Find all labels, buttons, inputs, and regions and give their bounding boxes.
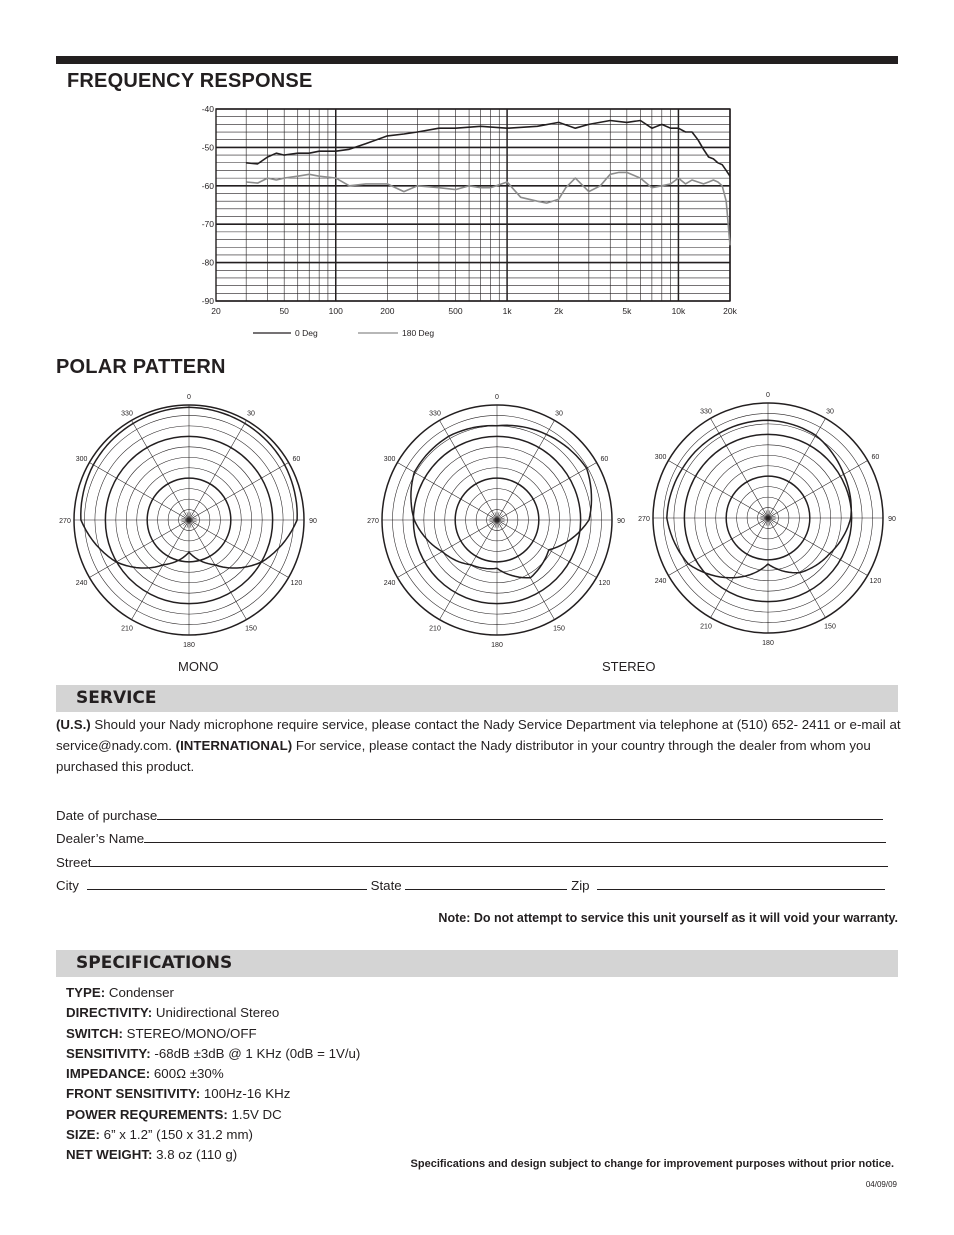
street-label: Street xyxy=(56,855,92,870)
spec-item xyxy=(66,1125,360,1145)
spec-item xyxy=(66,983,360,1003)
specifications-list xyxy=(66,983,360,1166)
specifications-heading: SPECIFICATIONS xyxy=(76,953,233,973)
polar-spoke xyxy=(189,520,289,578)
spec-label: FRONT SENSITIVITY: xyxy=(66,1086,201,1102)
street-field[interactable] xyxy=(56,853,888,870)
date-of-purchase-label: Date of purchase xyxy=(56,808,158,823)
dealer-name-line[interactable] xyxy=(144,829,886,843)
polar-angle-label: 30 xyxy=(826,408,834,416)
spec-label: IMPEDANCE: xyxy=(66,1066,151,1082)
spec-item xyxy=(66,1145,360,1165)
spec-value: -68dB ±3dB @ 1 KHz (0dB = 1V/u) xyxy=(150,1045,361,1061)
y-tick-label: -90 xyxy=(201,296,214,306)
polar-spoke xyxy=(189,520,247,620)
polar-angle-label: 60 xyxy=(871,454,880,461)
x-tick-label: 20 xyxy=(211,306,221,316)
spec-item xyxy=(66,1024,360,1044)
polar-angle-label: 180 xyxy=(762,640,774,647)
polar-spoke xyxy=(497,463,597,521)
polar-spoke xyxy=(768,518,868,576)
legend-label-0-deg: 0 Deg xyxy=(295,328,318,338)
specifications-disclaimer: Specifications and design subject to change for improvement purposes without prior notice. xyxy=(410,1158,894,1170)
polar-spoke xyxy=(89,520,189,578)
polar-angle-label: 30 xyxy=(247,410,255,418)
polar-angle-label: 180 xyxy=(491,642,503,649)
polar-angle-label: 330 xyxy=(121,410,133,418)
polar-angle-label: 60 xyxy=(600,456,609,463)
city-line[interactable] xyxy=(87,876,367,890)
city-state-zip-fields[interactable] xyxy=(56,876,885,893)
date-of-purchase-line[interactable] xyxy=(157,806,883,820)
polar-angle-label: 0 xyxy=(187,394,191,401)
polar-angle-label: 120 xyxy=(869,578,882,585)
polar-angle-label: 120 xyxy=(290,580,303,587)
x-tick-label: 500 xyxy=(448,306,463,316)
polar-spoke xyxy=(132,520,190,620)
spec-value: 3.8 oz (110 g) xyxy=(152,1147,238,1163)
polar-spoke xyxy=(189,420,247,520)
polar-angle-label: 150 xyxy=(553,625,565,633)
x-tick-label: 2k xyxy=(554,306,564,316)
polar-caption-stereo: STEREO xyxy=(602,659,656,674)
polar-angle-label: 240 xyxy=(75,580,88,587)
polar-angle-label: 120 xyxy=(598,580,611,587)
spec-value: Condenser xyxy=(105,985,174,1000)
polar-spoke xyxy=(668,518,768,576)
spec-value: 100Hz-16 KHz xyxy=(200,1086,291,1102)
legend-label-180-deg: 180 Deg xyxy=(402,328,435,338)
international-label: (INTERNATIONAL) xyxy=(175,738,293,753)
polar-plot-stereo-2 xyxy=(638,388,896,648)
polar-angle-label: 180 xyxy=(183,642,195,649)
polar-spoke xyxy=(189,463,289,521)
polar-spoke xyxy=(668,461,768,519)
polar-angle-label: 240 xyxy=(383,580,396,587)
x-tick-label: 10k xyxy=(671,306,686,316)
polar-plot-stereo-1 xyxy=(367,390,625,650)
service-warning-note: Note: Do not attempt to service this unit yourself as it will void your warranty. xyxy=(438,911,898,925)
polar-spoke xyxy=(497,520,555,620)
zip-line[interactable] xyxy=(597,876,885,890)
polar-angle-label: 90 xyxy=(309,518,317,525)
polar-angle-label: 150 xyxy=(824,623,836,631)
polar-angle-label: 0 xyxy=(766,392,770,399)
us-label: (U.S.) xyxy=(56,717,91,732)
polar-plot-mono xyxy=(59,390,317,650)
y-tick-label: -50 xyxy=(201,142,214,153)
polar-spoke xyxy=(132,420,190,520)
frequency-response-chart xyxy=(190,100,750,345)
us-text: Should your Nady microphone require service, please contact the Nady Service Department via telephone at (510) 652- 2411 or e-mail at service@nady.com. xyxy=(56,717,901,753)
polar-spoke xyxy=(497,420,555,520)
spec-label: DIRECTIVITY: xyxy=(66,1005,153,1021)
spec-label: TYPE: xyxy=(66,985,106,1000)
date-of-purchase-field[interactable] xyxy=(56,806,883,823)
polar-spoke xyxy=(711,518,769,618)
x-tick-label: 100 xyxy=(328,306,343,316)
polar-spoke xyxy=(397,520,497,578)
polar-angle-label: 300 xyxy=(654,454,667,461)
polar-spoke xyxy=(768,418,826,518)
y-tick-label: -60 xyxy=(201,180,214,191)
polar-angle-label: 60 xyxy=(292,456,301,463)
street-line[interactable] xyxy=(91,853,888,867)
international-text: For service, please contact the Nady distributor in your country through the dealer from whom you purchased this product. xyxy=(56,738,871,774)
polar-response-curve xyxy=(411,425,592,578)
spec-item xyxy=(66,1044,360,1064)
x-tick-label: 50 xyxy=(279,306,289,316)
frequency-response-title: FREQUENCY RESPONSE xyxy=(67,70,313,92)
x-tick-label: 200 xyxy=(380,306,395,316)
polar-angle-label: 150 xyxy=(245,625,257,633)
spec-value: 6” x 1.2” (150 x 31.2 mm) xyxy=(99,1127,253,1143)
polar-angle-label: 90 xyxy=(617,518,625,525)
spec-label: SWITCH: xyxy=(66,1025,123,1041)
polar-angle-label: 330 xyxy=(429,410,441,418)
zip-label: Zip xyxy=(571,878,590,893)
revision-date: 04/09/09 xyxy=(865,1180,897,1189)
polar-angle-label: 300 xyxy=(75,456,88,463)
y-tick-label: -80 xyxy=(201,257,214,268)
polar-angle-label: 90 xyxy=(888,516,896,523)
state-label: State xyxy=(370,878,402,893)
spec-item xyxy=(66,1105,360,1125)
spec-label: NET WEIGHT: xyxy=(66,1147,153,1163)
spec-value: Unidirectional Stereo xyxy=(152,1005,280,1021)
spec-label: SENSITIVITY: xyxy=(66,1045,151,1061)
spec-item xyxy=(66,1064,360,1084)
polar-angle-label: 270 xyxy=(638,516,650,523)
series-line-0-deg xyxy=(246,121,730,177)
spec-label: SIZE: xyxy=(66,1127,100,1143)
service-header-bar xyxy=(56,685,898,712)
polar-pattern-title: POLAR PATTERN xyxy=(56,356,226,378)
x-tick-label: 5k xyxy=(622,306,632,316)
polar-spoke xyxy=(440,420,498,520)
polar-spoke xyxy=(768,518,826,618)
polar-spoke xyxy=(768,461,868,519)
x-tick-label: 1k xyxy=(502,306,512,316)
polar-spoke xyxy=(440,520,498,620)
polar-angle-label: 270 xyxy=(367,518,379,525)
spec-value: STEREO/MONO/OFF xyxy=(122,1025,257,1041)
y-tick-label: -40 xyxy=(201,104,214,114)
polar-angle-label: 300 xyxy=(383,456,396,463)
x-tick-label: 20k xyxy=(723,306,737,316)
polar-angle-label: 210 xyxy=(121,625,133,633)
specifications-header-bar xyxy=(56,950,898,977)
plot-frame xyxy=(216,109,730,301)
polar-spoke xyxy=(89,463,189,521)
dealer-name-field[interactable] xyxy=(56,829,886,846)
service-heading: SERVICE xyxy=(76,688,157,708)
state-line[interactable] xyxy=(405,876,567,890)
spec-value: 600Ω ±30% xyxy=(150,1066,224,1082)
polar-angle-label: 240 xyxy=(654,578,667,585)
polar-caption-mono: MONO xyxy=(178,659,219,674)
polar-angle-label: 0 xyxy=(495,394,499,401)
service-paragraph xyxy=(56,714,906,777)
spec-value: 1.5V DC xyxy=(227,1106,282,1122)
spec-item xyxy=(66,1084,360,1104)
top-rule xyxy=(56,56,898,64)
polar-angle-label: 210 xyxy=(700,623,712,631)
polar-angle-label: 210 xyxy=(429,625,441,633)
polar-angle-label: 330 xyxy=(700,408,712,416)
dealer-name-label: Dealer’s Name xyxy=(56,831,145,846)
spec-label: POWER REQUREMENTS: xyxy=(66,1106,228,1122)
polar-angle-label: 270 xyxy=(59,518,71,525)
polar-angle-label: 30 xyxy=(555,410,563,418)
y-tick-label: -70 xyxy=(201,219,214,230)
city-label: City xyxy=(56,878,79,893)
spec-item xyxy=(66,1003,360,1023)
